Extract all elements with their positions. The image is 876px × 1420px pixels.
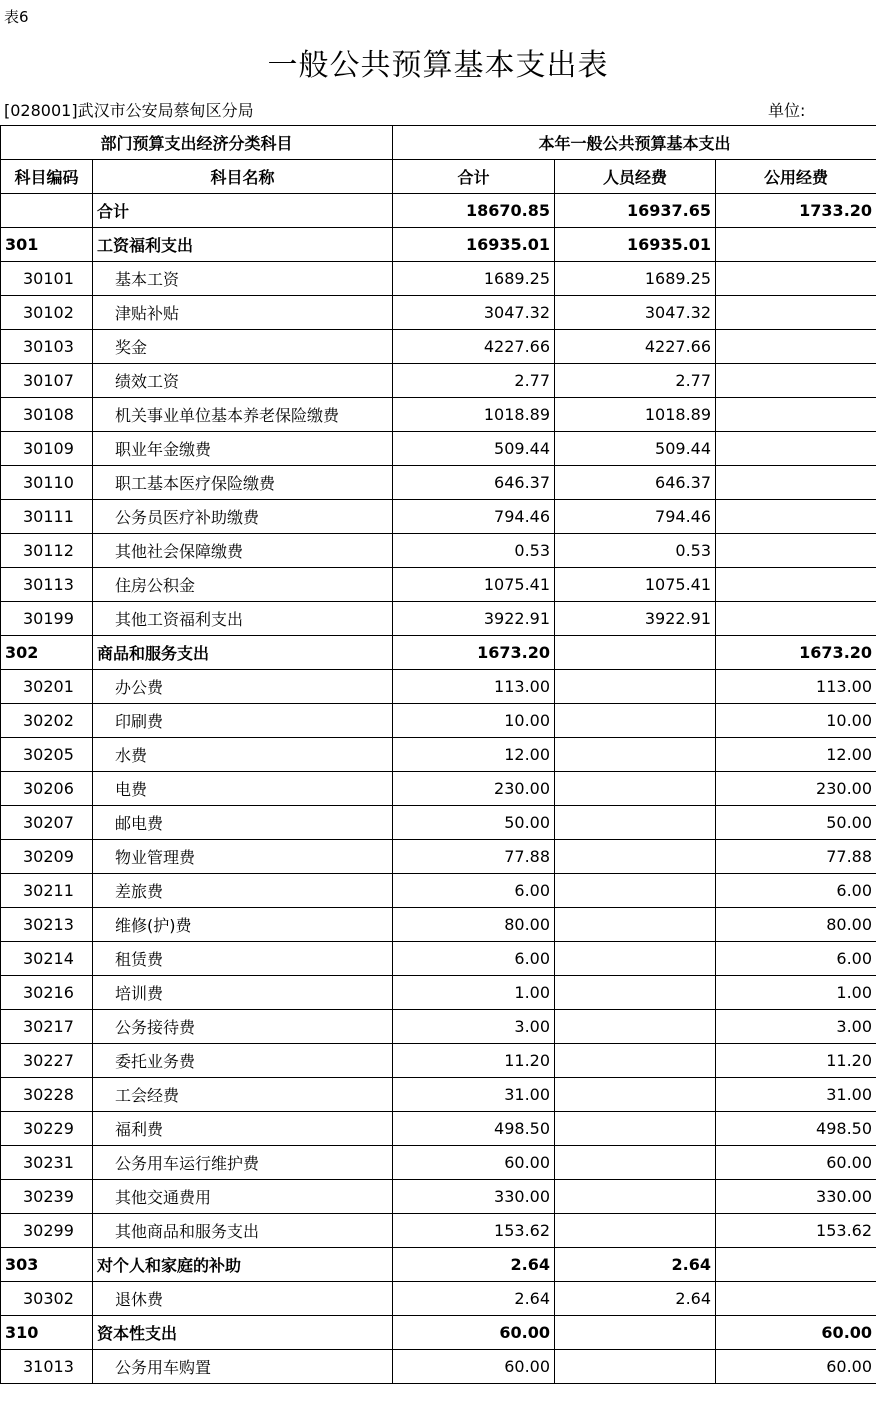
cell-personnel xyxy=(555,704,716,738)
table-row xyxy=(1,772,876,806)
cell-code: 30229 xyxy=(1,1112,93,1146)
cell-total: 2.64 xyxy=(393,1248,555,1282)
header-budget-expenditure: 本年一般公共预算基本支出 xyxy=(393,126,876,160)
header-code: 科目编码 xyxy=(1,160,93,194)
table-row xyxy=(1,1214,876,1248)
cell-public: 60.00 xyxy=(716,1316,876,1350)
cell-public: 77.88 xyxy=(716,840,876,874)
cell-personnel xyxy=(555,1316,716,1350)
cell-total: 60.00 xyxy=(393,1316,555,1350)
cell-public xyxy=(716,602,876,636)
cell-code: 31013 xyxy=(1,1350,93,1384)
cell-name: 职工基本医疗保险缴费 xyxy=(93,466,393,500)
cell-public: 230.00 xyxy=(716,772,876,806)
cell-name: 合计 xyxy=(93,194,393,228)
cell-code: 302 xyxy=(1,636,93,670)
cell-public: 12.00 xyxy=(716,738,876,772)
table-row xyxy=(1,568,876,602)
table-number: 表6 xyxy=(4,8,29,26)
table-row xyxy=(1,500,876,534)
cell-name: 对个人和家庭的补助 xyxy=(93,1248,393,1282)
cell-code: 30213 xyxy=(1,908,93,942)
cell-code: 30101 xyxy=(1,262,93,296)
cell-personnel xyxy=(555,1214,716,1248)
cell-personnel: 16935.01 xyxy=(555,228,716,262)
cell-total: 646.37 xyxy=(393,466,555,500)
table-row xyxy=(1,1282,876,1316)
cell-code: 30110 xyxy=(1,466,93,500)
cell-code: 30206 xyxy=(1,772,93,806)
table-row xyxy=(1,398,876,432)
cell-code: 30201 xyxy=(1,670,93,704)
table-row xyxy=(1,1146,876,1180)
cell-name: 机关事业单位基本养老保险缴费 xyxy=(93,398,393,432)
cell-code: 30227 xyxy=(1,1044,93,1078)
cell-name: 其他商品和服务支出 xyxy=(93,1214,393,1248)
cell-personnel xyxy=(555,670,716,704)
cell-public: 1733.20 xyxy=(716,194,876,228)
cell-code: 30112 xyxy=(1,534,93,568)
cell-code: 303 xyxy=(1,1248,93,1282)
cell-total: 3047.32 xyxy=(393,296,555,330)
cell-name: 办公费 xyxy=(93,670,393,704)
cell-code: 30205 xyxy=(1,738,93,772)
cell-public xyxy=(716,1282,876,1316)
cell-total: 330.00 xyxy=(393,1180,555,1214)
table-row xyxy=(1,1316,876,1350)
cell-code: 30113 xyxy=(1,568,93,602)
cell-name: 工会经费 xyxy=(93,1078,393,1112)
cell-total: 12.00 xyxy=(393,738,555,772)
cell-public: 31.00 xyxy=(716,1078,876,1112)
cell-name: 公务接待费 xyxy=(93,1010,393,1044)
cell-personnel xyxy=(555,840,716,874)
header-public: 公用经费 xyxy=(716,160,876,194)
cell-code: 30216 xyxy=(1,976,93,1010)
table-row xyxy=(1,466,876,500)
cell-total: 50.00 xyxy=(393,806,555,840)
cell-total: 2.64 xyxy=(393,1282,555,1316)
table-row xyxy=(1,636,876,670)
table-row xyxy=(1,228,876,262)
cell-public: 3.00 xyxy=(716,1010,876,1044)
cell-public xyxy=(716,466,876,500)
cell-name: 奖金 xyxy=(93,330,393,364)
cell-personnel xyxy=(555,1112,716,1146)
cell-public: 1.00 xyxy=(716,976,876,1010)
cell-code: 30231 xyxy=(1,1146,93,1180)
cell-personnel xyxy=(555,1044,716,1078)
table-row xyxy=(1,330,876,364)
table-row xyxy=(1,602,876,636)
cell-personnel xyxy=(555,636,716,670)
cell-total: 77.88 xyxy=(393,840,555,874)
cell-public xyxy=(716,228,876,262)
table-row xyxy=(1,738,876,772)
cell-personnel xyxy=(555,1350,716,1384)
cell-code xyxy=(1,194,93,228)
cell-personnel xyxy=(555,976,716,1010)
cell-public: 113.00 xyxy=(716,670,876,704)
cell-public: 80.00 xyxy=(716,908,876,942)
cell-name: 其他社会保障缴费 xyxy=(93,534,393,568)
cell-total: 6.00 xyxy=(393,942,555,976)
cell-personnel: 16937.65 xyxy=(555,194,716,228)
cell-personnel xyxy=(555,1078,716,1112)
cell-personnel xyxy=(555,772,716,806)
table-row xyxy=(1,942,876,976)
cell-personnel xyxy=(555,738,716,772)
cell-name: 职业年金缴费 xyxy=(93,432,393,466)
cell-name: 邮电费 xyxy=(93,806,393,840)
cell-personnel: 1018.89 xyxy=(555,398,716,432)
cell-total: 1.00 xyxy=(393,976,555,1010)
cell-total: 1075.41 xyxy=(393,568,555,602)
cell-name: 工资福利支出 xyxy=(93,228,393,262)
cell-personnel: 0.53 xyxy=(555,534,716,568)
cell-code: 30217 xyxy=(1,1010,93,1044)
cell-name: 公务员医疗补助缴费 xyxy=(93,500,393,534)
table-row xyxy=(1,1078,876,1112)
cell-name: 商品和服务支出 xyxy=(93,636,393,670)
cell-public xyxy=(716,398,876,432)
cell-code: 30108 xyxy=(1,398,93,432)
table-row xyxy=(1,874,876,908)
cell-name: 公务用车运行维护费 xyxy=(93,1146,393,1180)
cell-total: 1673.20 xyxy=(393,636,555,670)
cell-total: 3922.91 xyxy=(393,602,555,636)
table-row xyxy=(1,1010,876,1044)
cell-public xyxy=(716,330,876,364)
table-row xyxy=(1,262,876,296)
cell-total: 3.00 xyxy=(393,1010,555,1044)
cell-code: 30107 xyxy=(1,364,93,398)
cell-public: 153.62 xyxy=(716,1214,876,1248)
cell-total: 4227.66 xyxy=(393,330,555,364)
cell-public: 498.50 xyxy=(716,1112,876,1146)
cell-total: 10.00 xyxy=(393,704,555,738)
table-row xyxy=(1,908,876,942)
cell-code: 30228 xyxy=(1,1078,93,1112)
table-row xyxy=(1,534,876,568)
cell-public xyxy=(716,534,876,568)
cell-total: 794.46 xyxy=(393,500,555,534)
cell-personnel: 2.64 xyxy=(555,1248,716,1282)
cell-code: 30214 xyxy=(1,942,93,976)
cell-personnel: 794.46 xyxy=(555,500,716,534)
cell-public: 11.20 xyxy=(716,1044,876,1078)
cell-name: 委托业务费 xyxy=(93,1044,393,1078)
cell-code: 30111 xyxy=(1,500,93,534)
cell-public: 330.00 xyxy=(716,1180,876,1214)
cell-personnel: 3922.91 xyxy=(555,602,716,636)
cell-public: 50.00 xyxy=(716,806,876,840)
cell-name: 其他交通费用 xyxy=(93,1180,393,1214)
cell-code: 30207 xyxy=(1,806,93,840)
cell-personnel xyxy=(555,908,716,942)
table-row xyxy=(1,1350,876,1384)
cell-personnel: 3047.32 xyxy=(555,296,716,330)
cell-personnel: 1689.25 xyxy=(555,262,716,296)
cell-personnel xyxy=(555,1146,716,1180)
cell-code: 30239 xyxy=(1,1180,93,1214)
cell-name: 住房公积金 xyxy=(93,568,393,602)
cell-public xyxy=(716,1248,876,1282)
cell-personnel: 2.64 xyxy=(555,1282,716,1316)
cell-total: 153.62 xyxy=(393,1214,555,1248)
cell-total: 16935.01 xyxy=(393,228,555,262)
budget-table xyxy=(0,125,876,1384)
cell-personnel xyxy=(555,806,716,840)
cell-code: 310 xyxy=(1,1316,93,1350)
cell-name: 水费 xyxy=(93,738,393,772)
table-row xyxy=(1,704,876,738)
cell-public: 10.00 xyxy=(716,704,876,738)
unit-label: 单位: xyxy=(768,101,806,120)
cell-personnel xyxy=(555,942,716,976)
cell-public: 60.00 xyxy=(716,1146,876,1180)
cell-name: 绩效工资 xyxy=(93,364,393,398)
cell-public xyxy=(716,568,876,602)
table-row xyxy=(1,364,876,398)
table-row xyxy=(1,432,876,466)
cell-public: 60.00 xyxy=(716,1350,876,1384)
cell-name: 津贴补贴 xyxy=(93,296,393,330)
table-row xyxy=(1,976,876,1010)
cell-code: 30109 xyxy=(1,432,93,466)
cell-total: 18670.85 xyxy=(393,194,555,228)
cell-name: 电费 xyxy=(93,772,393,806)
cell-personnel xyxy=(555,874,716,908)
cell-public: 6.00 xyxy=(716,874,876,908)
table-row xyxy=(1,1248,876,1282)
cell-total: 0.53 xyxy=(393,534,555,568)
cell-total: 1689.25 xyxy=(393,262,555,296)
cell-name: 物业管理费 xyxy=(93,840,393,874)
cell-code: 30103 xyxy=(1,330,93,364)
cell-code: 30199 xyxy=(1,602,93,636)
cell-name: 基本工资 xyxy=(93,262,393,296)
header-name: 科目名称 xyxy=(93,160,393,194)
cell-code: 30211 xyxy=(1,874,93,908)
table-row xyxy=(1,1044,876,1078)
cell-name: 租赁费 xyxy=(93,942,393,976)
cell-public xyxy=(716,262,876,296)
cell-code: 30299 xyxy=(1,1214,93,1248)
cell-total: 31.00 xyxy=(393,1078,555,1112)
cell-personnel: 4227.66 xyxy=(555,330,716,364)
cell-personnel: 509.44 xyxy=(555,432,716,466)
cell-personnel: 646.37 xyxy=(555,466,716,500)
header-classification: 部门预算支出经济分类科目 xyxy=(1,126,393,160)
cell-total: 2.77 xyxy=(393,364,555,398)
cell-public xyxy=(716,500,876,534)
cell-total: 80.00 xyxy=(393,908,555,942)
cell-name: 退休费 xyxy=(93,1282,393,1316)
cell-total: 113.00 xyxy=(393,670,555,704)
cell-total: 1018.89 xyxy=(393,398,555,432)
cell-name: 培训费 xyxy=(93,976,393,1010)
cell-total: 60.00 xyxy=(393,1350,555,1384)
cell-code: 30102 xyxy=(1,296,93,330)
cell-code: 301 xyxy=(1,228,93,262)
cell-name: 福利费 xyxy=(93,1112,393,1146)
cell-public: 6.00 xyxy=(716,942,876,976)
header-personnel: 人员经费 xyxy=(555,160,716,194)
cell-name: 资本性支出 xyxy=(93,1316,393,1350)
cell-personnel: 1075.41 xyxy=(555,568,716,602)
cell-personnel xyxy=(555,1180,716,1214)
header-row-columns xyxy=(1,160,876,194)
table-row xyxy=(1,806,876,840)
table-row xyxy=(1,1180,876,1214)
table-row xyxy=(1,194,876,228)
cell-public xyxy=(716,364,876,398)
cell-public xyxy=(716,432,876,466)
cell-total: 11.20 xyxy=(393,1044,555,1078)
cell-total: 498.50 xyxy=(393,1112,555,1146)
cell-public xyxy=(716,296,876,330)
cell-public: 1673.20 xyxy=(716,636,876,670)
table-row xyxy=(1,1112,876,1146)
cell-name: 印刷费 xyxy=(93,704,393,738)
cell-total: 230.00 xyxy=(393,772,555,806)
cell-code: 30302 xyxy=(1,1282,93,1316)
cell-name: 差旅费 xyxy=(93,874,393,908)
cell-total: 60.00 xyxy=(393,1146,555,1180)
cell-personnel xyxy=(555,1010,716,1044)
header-row-group xyxy=(1,126,876,160)
cell-name: 维修(护)费 xyxy=(93,908,393,942)
table-row xyxy=(1,670,876,704)
cell-code: 30209 xyxy=(1,840,93,874)
cell-personnel: 2.77 xyxy=(555,364,716,398)
cell-total: 509.44 xyxy=(393,432,555,466)
header-total: 合计 xyxy=(393,160,555,194)
table-row xyxy=(1,296,876,330)
cell-name: 公务用车购置 xyxy=(93,1350,393,1384)
table-body xyxy=(1,194,876,1384)
department-label: [028001]武汉市公安局蔡甸区分局 xyxy=(4,101,254,120)
table-row xyxy=(1,840,876,874)
cell-name: 其他工资福利支出 xyxy=(93,602,393,636)
cell-total: 6.00 xyxy=(393,874,555,908)
cell-code: 30202 xyxy=(1,704,93,738)
page-title: 一般公共预算基本支出表 xyxy=(267,48,609,83)
